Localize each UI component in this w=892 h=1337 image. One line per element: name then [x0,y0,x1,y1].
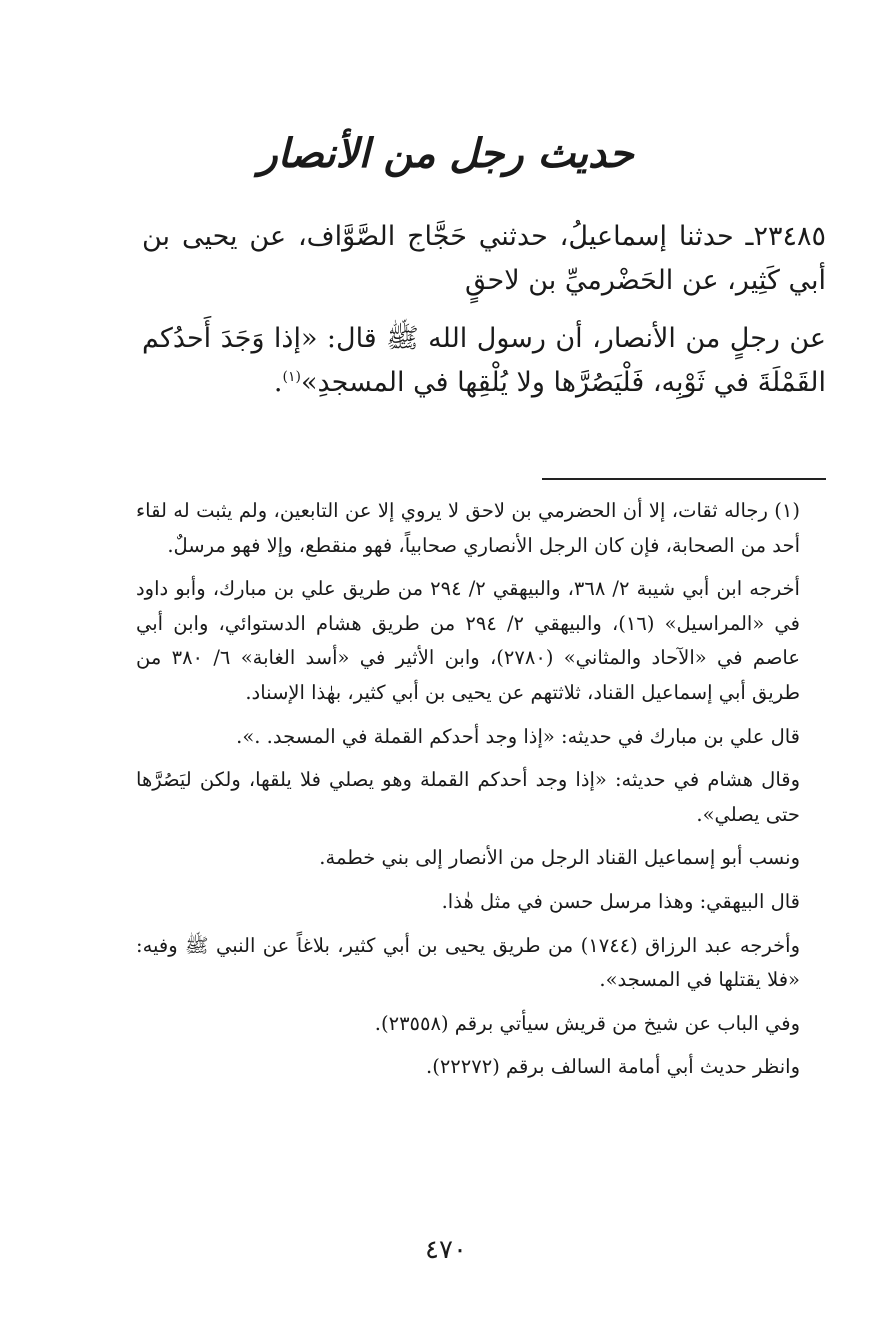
hadith-matn: عن رجلٍ من الأنصار، أن رسول الله ﷺ قال: «إذا وَجَدَ أَحدُكم القَمْلَةَ في ثَوْبِه، فَلْيَصُرَّها ولا يُلْقِها في المسجدِ» [142,323,826,398]
hadith-block [142,215,826,405]
page-number: ٤٧٠ [425,1235,467,1265]
footnote-paragraph: قال علي بن مبارك في حديثه: «إذا وجد أحدكم القملة في المسجد. .». [236,724,800,748]
footnote-reference: (١) [282,369,301,385]
footnote-paragraph: وانظر حديث أبي أمامة السالف برقم (٢٢٢٧٢). [426,1055,800,1079]
footnote-paragraph: (١) رجاله ثقات، إلا أن الحضرمي بن لاحق لا يروي إلا عن التابعين، ولم يثبت له لقاء أحد من الصحابة، فإن كان الرجل الأنصاري صحابياً، فهو منقطع، وإلا فهو مرسلٌ. [136,499,800,557]
footnote-paragraph: وأخرجه عبد الرزاق (١٧٤٤) من طريق يحيى بن أبي كثير، بلاغاً عن النبي ﷺ وفيه: «فلا يقتلها في المسجد». [136,933,800,992]
hadith-isnad: ٢٣٤٨٥ـ حدثنا إسماعيلُ، حدثني حَجَّاج الصَّوَّاف، عن يحيى بن أبي كَثِير، عن الحَضْرميِّ بن لاحقٍ [142,221,826,296]
footnotes-block [136,494,826,1085]
footnote-paragraph: أخرجه ابن أبي شيبة ٢/ ٣٦٨، والبيهقي ٢/ ٢٩٤ من طريق علي بن مبارك، وأبو داود في «المراسيل» (١٦)، والبيهقي ٢/ ٢٩٤ من طريق هشام الدستوائي، وابن أبي عاصم في «الآحاد والمثاني» (٢٧٨٠)، وابن الأثير في «أسد الغابة» ٦/ ٣٨٠ من طريق أبي إسماعيل القناد، ثلاثتهم عن يحيى بن أبي كثير، بهٰذا الإسناد. [136,577,800,704]
footnote-paragraph: وقال هشام في حديثه: «إذا وجد أحدكم القملة وهو يصلي فلا يلقها، ولكن ليَصُرَّها حتى يصلي». [136,768,800,826]
hadith-end-mark: . [273,367,283,398]
footnote-paragraph: وفي الباب عن شيخ من قريش سيأتي برقم (٢٣٥٥٨). [374,1011,800,1035]
section-title: حديث رجل من الأنصار [258,130,634,177]
footnote-separator [542,478,826,480]
footnote-paragraph: ونسب أبو إسماعيل القناد الرجل من الأنصار إلى بني خطمة. [319,846,800,870]
footnote-paragraph: قال البيهقي: وهذا مرسل حسن في مثل هٰذا. [441,889,800,913]
hadith-matn-line [142,317,826,405]
